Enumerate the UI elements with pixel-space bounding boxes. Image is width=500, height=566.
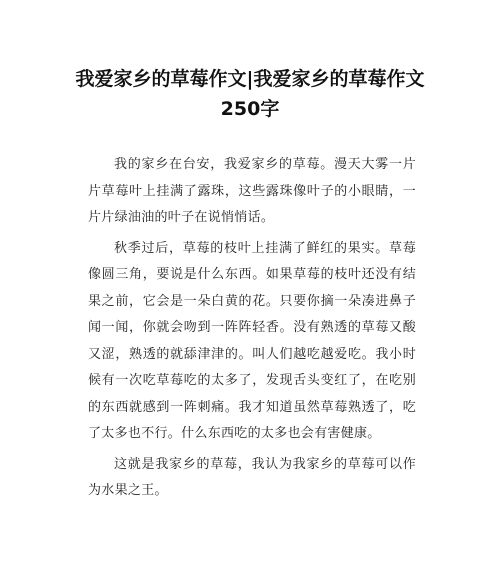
page-title: 我爱家乡的草莓作文|我爱家乡的草莓作文250字 <box>75 68 425 120</box>
paragraph-3: 这就是我家乡的草莓，我认为我家乡的草莓可以作为水果之王。 <box>88 456 416 498</box>
paragraph-2: 秋季过后，草莓的枝叶上挂满了鲜红的果实。草莓像圆三角，要说是什么东西。如果草莓的枝叶还没有结果之前，它会是一朵白黄的花。只要你摘一朵凑进鼻子闻一闻，你就会吻到一阵阵轻香。没有熟透的草莓又酸又涩，熟透的就舔津津的。叫人们越吃越爱吃。我小时候有一次吃草莓吃的太多了，发现舌头变红了，在吃别的东西就感到一阵刺痛。我才知道虽然草莓熟透了，吃了太多也不行。什么东西吃的太多也会有害健康。 <box>88 240 416 441</box>
paragraph-1: 我的家乡在台安，我爱家乡的草莓。漫天大雾一片片草莓叶上挂满了露珠，这些露珠像叶子的小眼睛，一片片绿油油的叶子在说悄悄话。 <box>88 157 416 225</box>
article-body <box>88 152 416 509</box>
